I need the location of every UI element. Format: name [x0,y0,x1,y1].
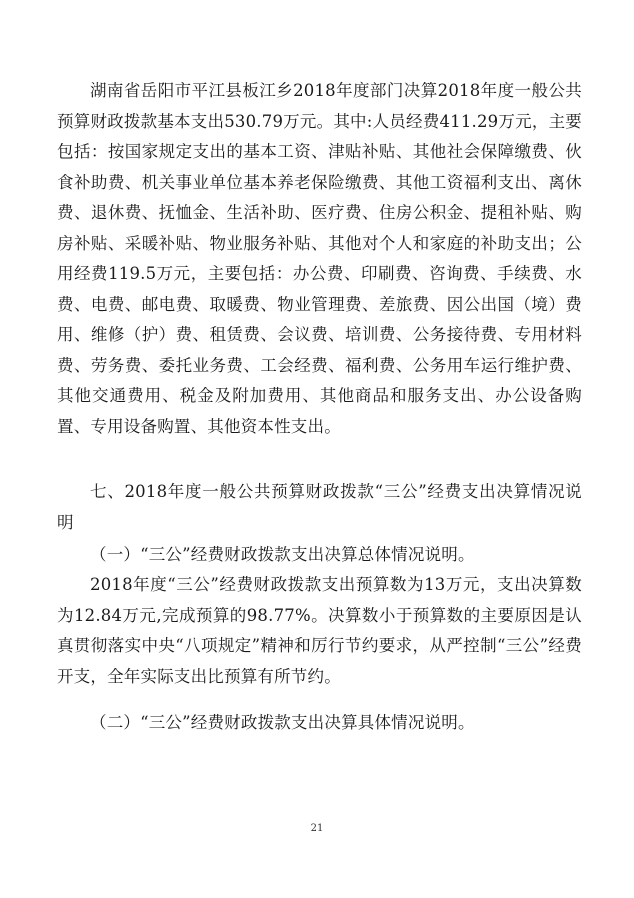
page-number: 21 [310,823,324,834]
subsection-one-heading: （一）“三公”经费财政拨款支出决算总体情况说明。 [90,545,475,564]
overall-description-paragraph: 2018年度“三公”经费财政拨款支出预算数为13万元，支出决算数为12.84万元,完成预算的98.77%。决算数小于预算数的主要原因是认真贯彻落实中央“八项规定”精神和厉行节约要求，从严控制“三公”经费开支，全年实际支出比预算有所节约。 [57,575,582,686]
section-seven-heading: 七、2018年度一般公共预算财政拨款“三公”经费支出决算情况说明 [57,482,582,532]
subsection-two-heading: （二）“三公”经费财政拨款支出决算具体情况说明。 [90,713,475,732]
basic-expenditure-paragraph: 湖南省岳阳市平江县板江乡2018年度部门决算2018年度一般公共预算财政拨款基本支出530.79万元。其中:人员经费411.29万元，主要包括：按国家规定支出的基本工资、津贴补贴、其他社会保障缴费、伙食补助费、机关事业单位基本养老保险缴费、其他工资福利支出、离休费、退休费、抚恤金、生活补助、医疗费、住房公积金、提租补贴、购房补贴、采暖补贴、物业服务补贴、其他对个人和家庭的补助支出；公用经费119.5万元，主要包括：办公费、印刷费、咨询费、手续费、水费、电费、邮电费、取暖费、物业管理费、差旅费、因公出国（境）费用、维修（护）费、租赁费、会议费、培训费、公务接待费、专用材料费、劳务费、委托业务费、工会经费、福利费、公务用车运行维护费、其他交通费用、税金及附加费用、其他商品和服务支出、办公设备购置、专用设备购置、其他资本性支出。 [57,81,582,436]
